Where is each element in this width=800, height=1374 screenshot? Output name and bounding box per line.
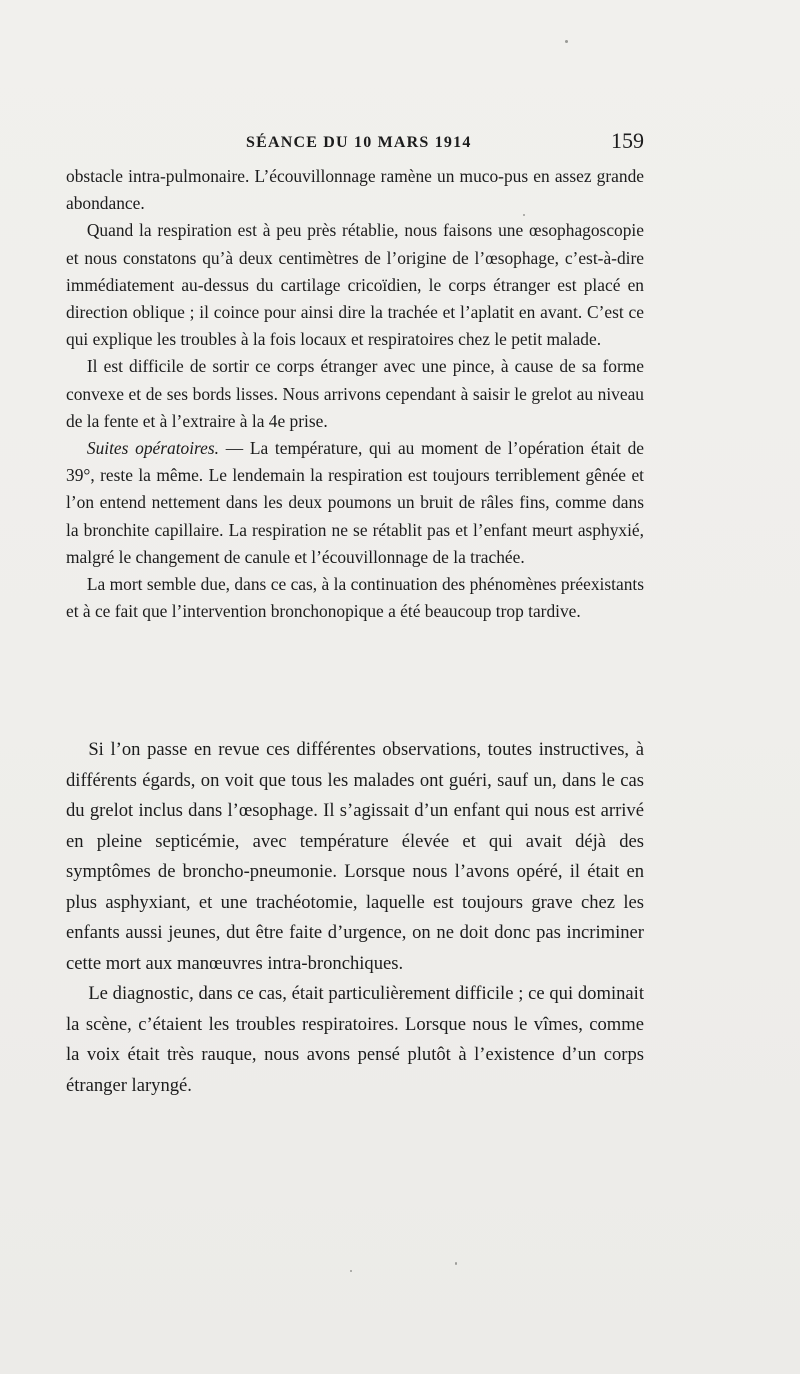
- page-header: [66, 128, 644, 160]
- paragraph-1: obstacle intra-pulmonaire. L’écouvillonnage ramène un muco-pus en assez grande abondance.: [66, 166, 644, 214]
- paper-speck: [565, 40, 568, 43]
- paper-speck: [523, 214, 525, 216]
- paragraph-5: La mort semble due, dans ce cas, à la continuation des phénomènes préexistants et à ce fait que l’intervention bronchonopique a été beaucoup trop tardive.: [66, 574, 644, 622]
- page-number: 159: [611, 128, 644, 153]
- paper-speck: [350, 1270, 352, 1272]
- paragraph-2: Quand la respiration est à peu près rétablie, nous faisons une œsophagoscopie et nous constatons qu’à deux centimètres de l’origine de l’œsophage, c’est-à-dire immédiatement au-dessus du cartilage cricoïdien, le corps étranger est placé en direction oblique ; il coince pour ainsi dire la trachée et l’aplatit en avant. C’est ce qui explique les troubles à la fois locaux et respiratoires chez le petit malade.: [66, 220, 644, 350]
- paragraph-4-body: — La température, qui au moment de l’opération était de 39°, reste la même. Le lendemain la respiration est toujours terriblement gênée et l’on entend nettement dans les deux poumons un bruit de râles fins, comme dans la bronchite capillaire. La respiration ne se rétablit pas et l’enfant meurt asphyxié, malgré le changement de canule et l’écouvillonnage de la trachée.: [66, 438, 644, 567]
- running-title: SÉANCE DU 10 MARS 1914: [246, 134, 472, 151]
- discussion-section: [66, 735, 644, 1101]
- paper-speck: [455, 1262, 457, 1265]
- paragraph-7: Le diagnostic, dans ce cas, était particulièrement difficile ; ce qui dominait la scène, c’étaient les troubles respiratoires. Lorsque nous le vîmes, comme la voix était très rauque, nous avons pensé plutôt à l’existence d’un corps étranger laryngé.: [66, 983, 644, 1096]
- section-heading-suites: Suites opératoires.: [86, 438, 220, 459]
- paragraph-6: Si l’on passe en revue ces différentes observations, toutes instructives, à différents égards, on voit que tous les malades ont guéri, sauf un, dans le cas du grelot inclus dans l’œsophage. Il s’agissait d’un enfant qui nous est arrivé en pleine septicémie, avec température élevée et qui avait déjà des symptômes de broncho-pneumonie. Lorsque nous l’avons opéré, il était en plus asphyxiant, et une trachéotomie, laquelle est toujours grave chez les enfants aussi jeunes, dut être faite d’urgence, on ne doit donc pas incriminer cette mort aux manœuvres intra-bronchiques.: [66, 739, 644, 974]
- case-report-section: [66, 163, 644, 625]
- paragraph-3: Il est difficile de sortir ce corps étranger avec une pince, à cause de sa forme convexe et de ses bords lisses. Nous arrivons cependant à saisir le grelot au niveau de la fente et à l’extraire à la 4e prise.: [66, 356, 644, 431]
- paragraph-4: [66, 435, 644, 571]
